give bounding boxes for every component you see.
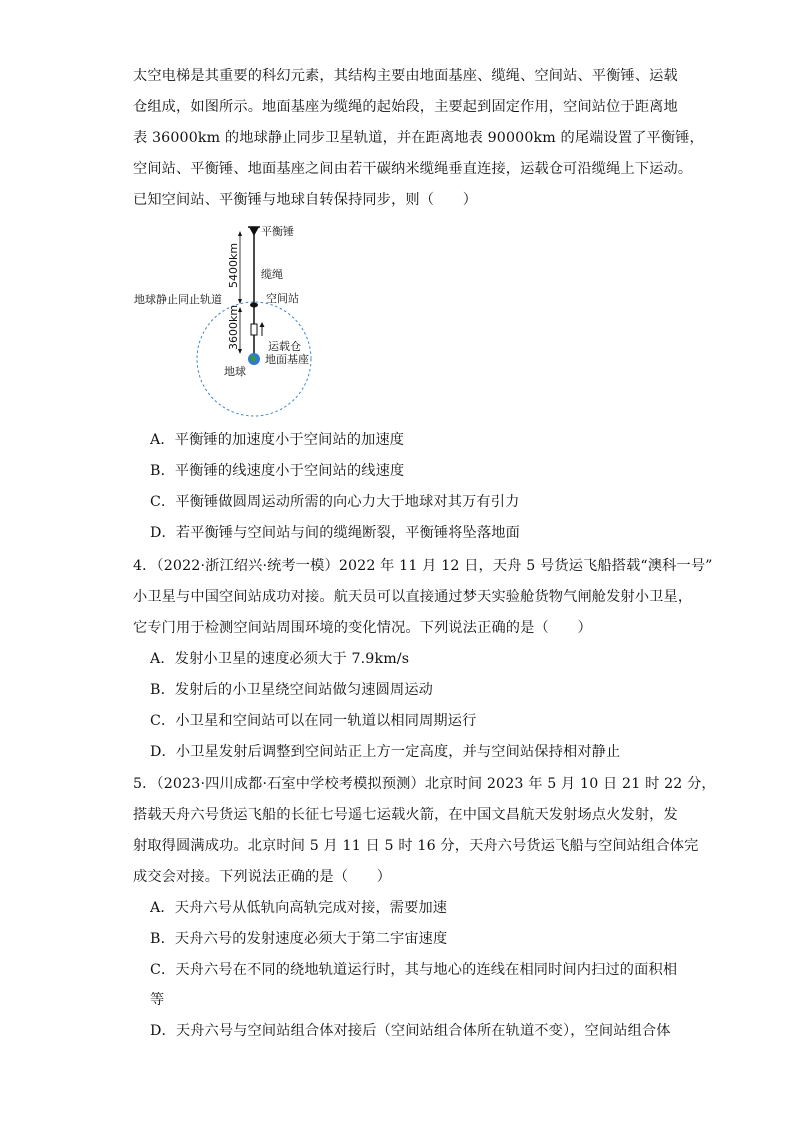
- intro-line-4: 空间站、平衡锤、地面基座之间由若干碳纳米缆绳垂直连接，运载仓可沿缆绳上下运动。: [133, 161, 693, 177]
- q3-option-d: D．若平衡锤与空间站与间的缆绳断裂，平衡锤将坠落地面: [150, 525, 520, 541]
- q5-stem-4: 成交会对接。下列说法正确的是（ ）: [133, 869, 392, 885]
- upper-distance-label: 5400km: [227, 242, 240, 288]
- station-label: 空间站: [266, 292, 299, 305]
- q3-option-b: B．平衡锤的线速度小于空间站的线速度: [150, 463, 405, 479]
- orbit-label: 地球静止同止轨道: [134, 293, 222, 306]
- q5-option-b: B．天舟六号的发射速度必须大于第二宇宙速度: [150, 931, 448, 947]
- q4-stem-3: 它专门用于检测空间站周围环境的变化情况。下列说法正确的是（ ）: [133, 620, 592, 636]
- q5-option-c: C．天舟六号在不同的绕地轨道运行时，其与地心的连线在相同时间内扫过的面积相: [150, 962, 678, 978]
- counterweight-label: 平衡锤: [261, 225, 294, 238]
- q5-option-d: D．天舟六号与空间站组合体对接后（空间站组合体所在轨道不变），空间站组合体: [150, 1023, 671, 1039]
- q4-option-d: D．小卫星发射后调整到空间站正上方一定高度，并与空间站保持相对静止: [150, 744, 621, 760]
- lower-distance-label: 3600km: [227, 304, 240, 350]
- capsule-icon: [251, 324, 257, 335]
- intro-line-2: 仓组成，如图所示。地面基座为缆绳的起始段，主要起到固定作用，空间站位于距离地: [133, 99, 678, 115]
- q5-stem-2: 搭载天舟六号货运飞船的长征七号遥七运载火箭，在中国文昌航天发射场点火发射，发: [133, 807, 678, 823]
- capsule-label: 运载仓: [268, 340, 301, 353]
- counterweight-icon: [249, 227, 259, 236]
- q4-option-a: A．发射小卫星的速度必须大于 7.9km/s: [150, 651, 410, 667]
- q4-option-b: B．发射后的小卫星绕空间站做匀速圆周运动: [150, 682, 433, 698]
- intro-line-5: 已知空间站、平衡锤与地球自转保持同步，则（ ）: [133, 192, 478, 208]
- earth-label: 地球: [224, 365, 246, 378]
- q5-stem-1: 5．（2023·四川成都·石室中学校考模拟预测）北京时间 2023 年 5 月 10 日 21 时 22 分，: [133, 776, 716, 792]
- cable-label: 缆绳: [261, 268, 283, 281]
- intro-line-3: 表 36000km 的地球静止同步卫星轨道，并在距离地表 90000km 的尾端设置了平衡锤，: [133, 130, 704, 146]
- q4-stem-1: 4．（2022·浙江绍兴·统考一模）2022 年 11 月 12 日，天舟 5 号货运飞船搭载“澳科一号”: [133, 558, 713, 574]
- space-station-icon: [250, 303, 258, 308]
- q4-option-c: C．小卫星和空间站可以在同一轨道以相同周期运行: [150, 713, 477, 729]
- q5-stem-3: 射取得圆满成功。北京时间 5 月 11 日 5 时 16 分，天舟六号货运飞船与空间站组合体完: [133, 838, 699, 854]
- q5-option-c-cont: 等: [150, 992, 165, 1008]
- q3-option-c: C．平衡锤做圆周运动所需的向心力大于地球对其万有引力: [150, 494, 520, 510]
- q3-option-a: A．平衡锤的加速度小于空间站的加速度: [150, 432, 405, 448]
- q5-option-a: A．天舟六号从低轨向高轨完成对接，需要加速: [150, 900, 448, 916]
- space-elevator-figure: [128, 220, 348, 420]
- intro-line-1: 太空电梯是其重要的科幻元素，其结构主要由地面基座、缆绳、空间站、平衡锤、运载: [133, 68, 678, 84]
- q4-stem-2: 小卫星与中国空间站成功对接。航天员可以直接通过梦天实验舱货物气闸舱发射小卫星，: [133, 589, 693, 605]
- base-label: 地面基座: [265, 353, 309, 366]
